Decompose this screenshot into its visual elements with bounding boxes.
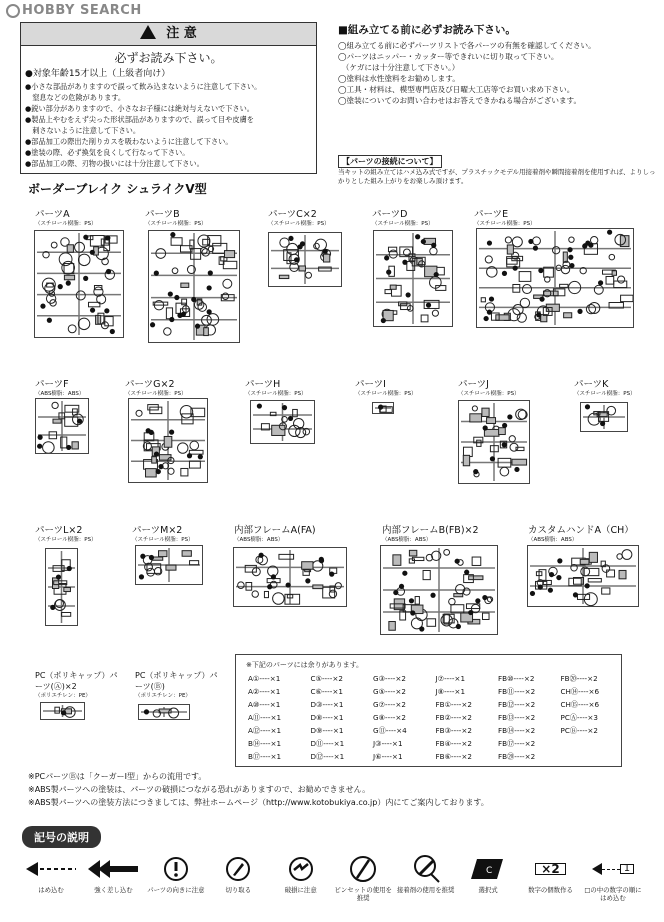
part-label: 内部フレームB(FB)×2 （ABS樹脂：ABS）: [382, 525, 479, 543]
runner-e: [476, 228, 634, 328]
runner-parts-drawing: [373, 403, 393, 413]
extra-part-cell: CH⑭----×6: [560, 687, 600, 696]
runner-parts-drawing: [46, 549, 77, 625]
runner-parts-drawing: [528, 546, 638, 606]
runner-l: [45, 548, 78, 626]
notes: [28, 770, 489, 809]
part-label: パーツB （スチロール樹脂：PS）: [145, 209, 207, 227]
runner-parts-drawing: [459, 401, 529, 483]
part-label: カスタムハンドA（CH） （ABS樹脂：ABS）: [528, 525, 634, 543]
symbol-item: 強く差し込む: [84, 852, 142, 902]
extra-part-cell: FB⑩----×2: [498, 674, 535, 683]
extra-part-cell: FB⑰----×2: [498, 739, 536, 748]
model-title: ボーダーブレイク シュライクV型: [28, 182, 207, 196]
caution-item: 刺さないように注意して下さい。: [25, 126, 141, 135]
order-icon: 1: [584, 852, 642, 886]
symbol-item: ×2 数字の個数作る: [522, 852, 580, 902]
part-label: パーツI （スチロール樹脂：PS）: [355, 379, 417, 397]
extra-part-cell: A⑩----×1: [248, 700, 281, 709]
part-label: パーツA （スチロール樹脂：PS）: [35, 209, 97, 227]
extra-part-cell: FB⑳----×2: [498, 752, 536, 761]
cut-icon: [209, 852, 267, 886]
x2-icon: ×2: [522, 852, 580, 886]
symbol-item: ピンセットの使用を推奨: [334, 852, 392, 902]
warning-icon: [140, 25, 156, 39]
symbol-legend: [22, 826, 642, 902]
read-first-section: [338, 22, 658, 106]
extra-part-cell: D③----×1: [310, 700, 344, 709]
runner-parts-drawing: [234, 548, 346, 606]
svg-text:C: C: [486, 866, 493, 876]
note-line: ※ABS製パーツへの塗装は、パーツの破損につながる恐れがありますので、お勧めできません。: [28, 785, 371, 794]
extra-part-cell: C⑤----×2: [310, 674, 343, 683]
part-label: パーツC×2 （スチロール樹脂：PS）: [268, 209, 330, 227]
extra-part-cell: J⑧----×1: [435, 687, 466, 696]
joint-section: [338, 149, 658, 186]
watermark: HOBBY SEARCH: [6, 3, 142, 18]
runner-k: [580, 402, 628, 432]
extra-part-cell: [561, 738, 622, 750]
runner-pc-a: [40, 702, 85, 720]
joint-body: 当キットの組み立てはハメ込み式ですが、プラスチックモデル用接着剤や瞬間接着剤を使用すれば、よりしっかりとした組み上がりをお楽しみ頂けます。: [338, 168, 656, 185]
extra-part-cell: [561, 751, 622, 763]
runner-a: [34, 230, 124, 338]
runner-parts-drawing: [381, 546, 497, 634]
runner-f: [35, 398, 89, 454]
runner-parts-drawing: [251, 401, 314, 443]
extra-part-cell: A②----×1: [248, 687, 281, 696]
symbol-item: 破損に注意: [272, 852, 330, 902]
caution-header: 注 意: [21, 23, 316, 46]
runner-parts-drawing: [129, 399, 207, 482]
break-icon: [272, 852, 330, 886]
runner-j: [458, 400, 530, 484]
part-label: パーツJ （スチロール樹脂：PS）: [458, 379, 520, 397]
extra-part-cell: B⑭----×1: [248, 739, 282, 748]
part-label: パーツK （スチロール樹脂：PS）: [574, 379, 636, 397]
runner-ch: [527, 545, 639, 607]
part-label: パーツF （ABS樹脂：ABS）: [35, 379, 85, 397]
symbol-item: C 選択式: [459, 852, 517, 902]
extra-part-cell: FB③----×2: [435, 726, 472, 735]
joint-title: 【パーツの接続について】: [338, 155, 442, 168]
extra-part-cell: A⑪----×1: [248, 713, 282, 722]
runner-parts-drawing: [581, 403, 627, 431]
extra-part-cell: G⑤----×2: [373, 687, 406, 696]
select-icon: [459, 852, 517, 886]
runner-parts-drawing: [136, 546, 202, 584]
arrow-double-icon: [84, 852, 142, 886]
caution-item: 窒息などの危険があります。: [25, 93, 126, 102]
part-label: パーツG×2 （スチロール樹脂：PS）: [125, 379, 187, 397]
caution-list: [25, 68, 316, 169]
extra-part-cell: B⑰----×1: [248, 752, 282, 761]
caution-box: [20, 22, 317, 174]
part-label: PC（ポリキャップ）パーツ(Ⓐ)×2 （ポリエチレン：PE）: [35, 671, 118, 699]
symbol-legend-title: 記号の説明: [22, 826, 101, 848]
extra-parts-grid: [248, 673, 621, 763]
extra-part-cell: A①----×1: [248, 674, 281, 683]
symbol-item: はめ込む: [22, 852, 80, 902]
read-first-title: ■組み立てる前に必ずお読み下さい。: [338, 24, 516, 36]
logo-icon: [6, 4, 20, 18]
extra-part-cell: C⑥----×1: [310, 687, 343, 696]
part-label: PC（ポリキャップ）パーツ(Ⓑ) （ポリエチレン：PE）: [135, 671, 218, 699]
note-line: ※PCパーツⒷは「クーガーⅠ型」からの流用です。: [28, 772, 207, 781]
part-label: パーツL×2 （スチロール樹脂：PS）: [35, 525, 97, 543]
runner-g: [128, 398, 208, 483]
runner-parts-drawing: [35, 231, 123, 337]
extra-part-cell: FB②----×2: [435, 713, 472, 722]
extra-parts-title: ※下記のパーツには余りがあります。: [246, 661, 364, 669]
read-first-item: （ケガには十分注意して下さい。）: [338, 63, 460, 72]
part-label: パーツM×2 （スチロール樹脂：PS）: [132, 525, 194, 543]
caution-item: ●部品加工の際出た削りカスを吸わないように注意して下さい。: [25, 137, 233, 146]
read-first-item: ◯塗料は水性塗料をお勧めします。: [338, 74, 460, 83]
caution-subtitle: 必ずお読み下さい。: [114, 51, 223, 65]
part-label: 内部フレームA(FA) （ABS樹脂：ABS）: [234, 525, 316, 543]
part-label: パーツE （スチロール樹脂：PS）: [474, 209, 536, 227]
symbol-item: パーツの向きに注意: [147, 852, 205, 902]
caution-item: ●製品上やむをえず尖った形状部品がありますので、誤って目や皮膚を: [25, 115, 254, 124]
runner-parts-drawing: [149, 231, 239, 342]
symbol-item: 接着剤の使用を推奨: [397, 852, 455, 902]
runner-parts-drawing: [374, 231, 452, 326]
glue-icon: [397, 852, 455, 886]
runner-parts-drawing: [41, 703, 84, 719]
part-label: パーツD （スチロール樹脂：PS）: [372, 209, 434, 227]
read-first-item: ◯工具・材料は、模型専門店及び日曜大工店等でお買い求め下さい。: [338, 85, 575, 94]
extra-part-cell: FB⑥----×2: [435, 752, 472, 761]
extra-part-cell: J⑦----×1: [435, 674, 466, 683]
extra-part-cell: FB⑬----×2: [498, 713, 536, 722]
extra-part-cell: PCⒷ----×2: [560, 726, 599, 735]
extra-part-cell: G⑪----×4: [373, 726, 407, 735]
runner-parts-drawing: [269, 233, 341, 286]
extra-part-cell: D⑨----×1: [310, 726, 344, 735]
runner-i: [372, 402, 394, 414]
extra-part-cell: D⑫----×1: [310, 752, 345, 761]
extra-part-cell: G⑦----×2: [373, 700, 406, 709]
symbol-item: 1 □の中の数字の順にはめ込む: [584, 852, 642, 902]
runner-d: [373, 230, 453, 327]
extra-part-cell: G⑧----×2: [373, 713, 406, 722]
runner-parts-drawing: [139, 705, 189, 719]
extra-part-cell: FB⑫----×2: [498, 700, 536, 709]
extra-part-cell: FB④----×2: [435, 739, 472, 748]
part-label: パーツH （スチロール樹脂：PS）: [245, 379, 307, 397]
arrow-dashed-icon: [22, 852, 80, 886]
caution-item: ●対象年齢15才以上（上級者向け）: [25, 69, 171, 79]
extra-part-cell: D⑪----×1: [310, 739, 345, 748]
runner-pc-b: [138, 704, 190, 720]
extra-part-cell: D⑧----×1: [310, 713, 344, 722]
runner-fb: [380, 545, 498, 635]
symbol-item: 切り取る: [209, 852, 267, 902]
extra-part-cell: G③----×2: [373, 674, 406, 683]
runner-m: [135, 545, 203, 585]
read-first-item: ◯塗装についてのお問い合わせはお答えできかねる場合がございます。: [338, 96, 582, 105]
exclamation-icon: [147, 852, 205, 886]
extra-part-cell: J③----×1: [373, 739, 403, 748]
extra-part-cell: CH⑮----×6: [560, 700, 600, 709]
caution-item: ●部品加工の際、刃物の扱いには十分注意して下さい。: [25, 159, 204, 168]
runner-fa: [233, 547, 347, 607]
runner-b: [148, 230, 240, 343]
tweezers-icon: [334, 852, 392, 886]
caution-item: ●小さな部品がありますので誤って飲み込まないように注意して下さい。: [25, 82, 262, 91]
extra-part-cell: FB⑪----×2: [498, 687, 536, 696]
extra-part-cell: FB⑭----×2: [498, 726, 536, 735]
caution-item: ●鋭い部分がありますので、小さなお子様には絶対与えないで下さい。: [25, 104, 254, 113]
extra-part-cell: PCⒶ----×3: [560, 713, 599, 722]
extra-part-cell: J⑥----×1: [373, 752, 403, 761]
runner-c: [268, 232, 342, 287]
extra-part-cell: A⑫----×1: [248, 726, 282, 735]
note-line: ※ABS製パーツへの塗装方法につきましては、弊社ホームページ（http://www.kotobukiya.co.jp）内にてご案内しております。: [28, 798, 489, 807]
runner-h: [250, 400, 315, 444]
caution-item: ●塗装の際、必ず換気を良くして行なって下さい。: [25, 148, 190, 157]
extra-parts-box: [235, 654, 622, 767]
extra-part-cell: FB①----×2: [435, 700, 472, 709]
read-first-item: ◯組み立てる前に必ずパーツリストで各パーツの有無を確認してください。: [338, 41, 596, 50]
runner-parts-drawing: [477, 229, 633, 327]
extra-part-cell: FB⑳----×2: [560, 674, 598, 683]
runner-parts-drawing: [36, 399, 88, 453]
read-first-item: ◯パーツはニッパー・カッター等できれいに切り取って下さい。: [338, 52, 559, 61]
